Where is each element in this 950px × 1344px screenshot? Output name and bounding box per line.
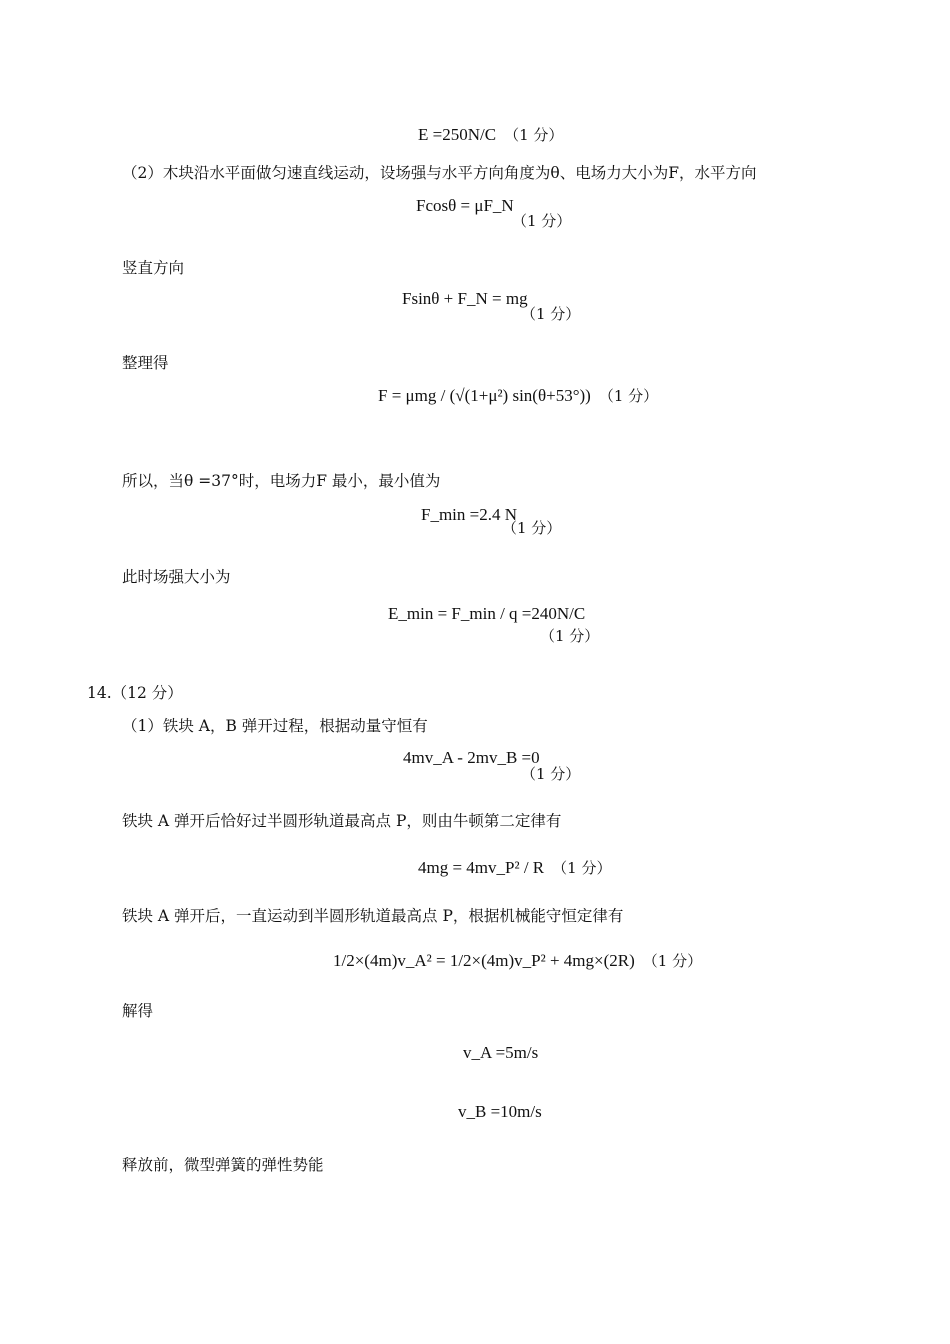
equation-va: v_A =5m/s bbox=[463, 1043, 539, 1062]
equation-momentum: 4mv_A - 2mv_B =0 bbox=[403, 748, 540, 767]
score-label: （1 分） bbox=[521, 305, 581, 323]
q14-header: 14.（12 分） bbox=[87, 684, 183, 702]
equation-energy: 1/2×(4m)v_A² = 1/2×(4m)v_P² + 4mg×(2R) （1 分） bbox=[333, 951, 703, 970]
q14-part1: （1）铁块 A，B 弹开过程，根据动量守恒有 bbox=[122, 717, 428, 735]
equation-electric-field: E =250N/C （1 分） bbox=[418, 125, 564, 144]
equation-horizontal-text: Fcosθ = μF_N bbox=[416, 196, 514, 215]
score-label: （1 分） bbox=[512, 212, 572, 230]
score-label: （1 分） bbox=[502, 519, 562, 537]
vertical-label: 竖直方向 bbox=[122, 259, 185, 277]
equation-horizontal bbox=[416, 196, 514, 216]
point-p-text: 铁块 A 弹开后恰好过半圆形轨道最高点 P，则由牛顿第二定律有 bbox=[122, 812, 562, 830]
release-text: 释放前，微型弹簧的弹性势能 bbox=[122, 1156, 324, 1174]
energy-text: 铁块 A 弹开后，一直运动到半圆形轨道最高点 P，根据机械能守恒定律有 bbox=[122, 907, 624, 925]
equation-force: F = μmg / (√(1+μ²) sin(θ+53°)) （1 分） bbox=[378, 386, 659, 405]
field-label: 此时场强大小为 bbox=[122, 568, 231, 586]
score-label: （1 分） bbox=[521, 765, 581, 783]
conclusion-text: 所以，当θ =37°时，电场力F 最小，最小值为 bbox=[122, 472, 441, 490]
equation-fmin: F_min =2.4 N bbox=[421, 505, 518, 524]
simplify-label: 整理得 bbox=[122, 354, 169, 372]
part2-intro: （2）木块沿水平面做匀速直线运动，设场强与水平方向角度为θ、电场力大小为F，水平方向 bbox=[122, 164, 757, 182]
equation-vertical: Fsinθ + F_N = mg bbox=[402, 289, 528, 308]
equation-newton: 4mg = 4mv_P² / R （1 分） bbox=[418, 858, 612, 877]
score-label: （1 分） bbox=[540, 627, 600, 645]
solve-label: 解得 bbox=[122, 1002, 154, 1020]
equation-emin: E_min = F_min / q =240N/C bbox=[388, 604, 586, 623]
equation-vb: v_B =10m/s bbox=[458, 1102, 542, 1121]
